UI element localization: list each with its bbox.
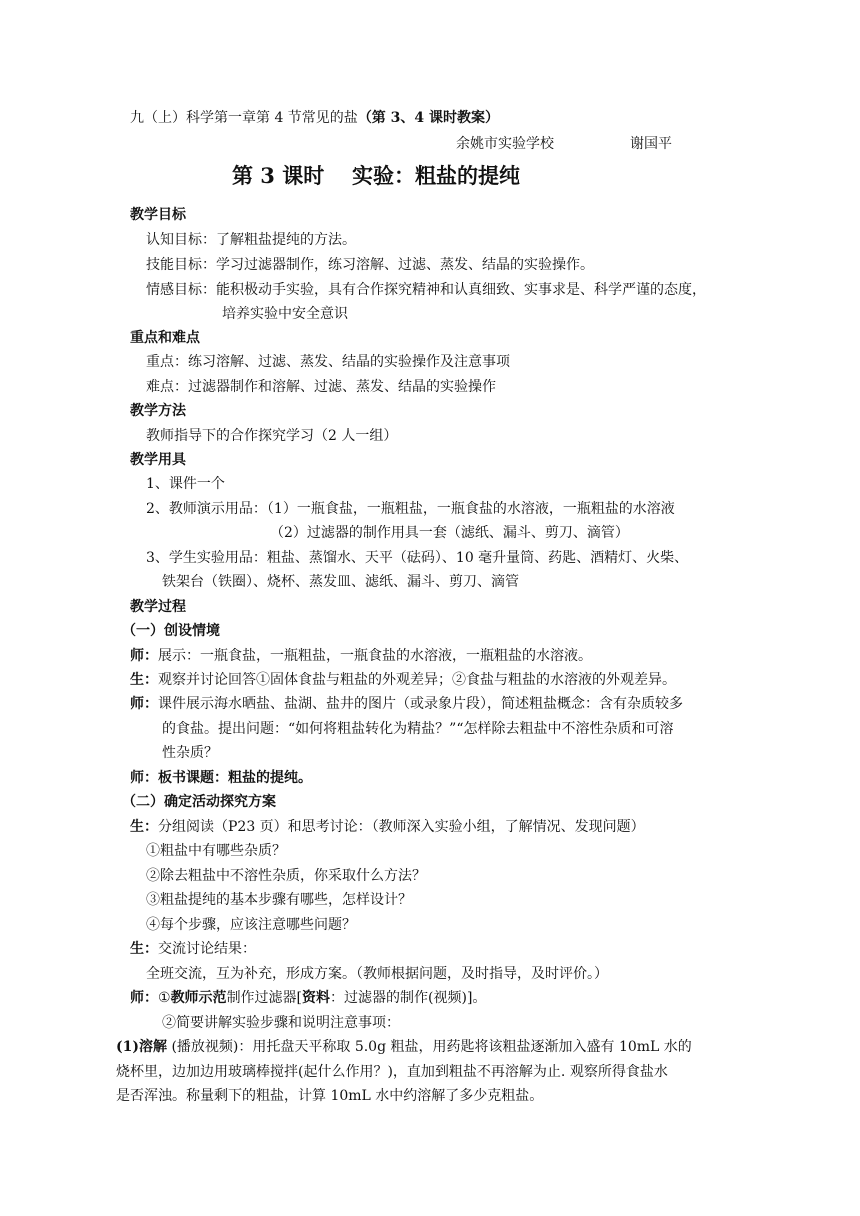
step-1-text-cont: 是否浑浊。称量剩下的粗盐，计算 10mL 水中约溶解了多少克粗盐。 bbox=[116, 1088, 544, 1104]
tools-heading: 教学用具 bbox=[130, 452, 186, 468]
discussion-detail: 全班交流，互为补充，形成方案。（教师根据问题，及时指导，及时评价。） bbox=[146, 966, 608, 982]
resource-label: 资料 bbox=[302, 990, 331, 1006]
teacher-line bbox=[130, 766, 312, 790]
question-1: ①粗盐中有哪些杂质？ bbox=[146, 843, 286, 859]
student-label: 生： bbox=[130, 672, 158, 688]
teacher-text: ：过滤器的制作(视频)]。 bbox=[330, 990, 487, 1006]
course-header bbox=[130, 106, 499, 130]
difficult-point: 难点：过滤器制作和溶解、过滤、蒸发、结晶的实验操作 bbox=[146, 379, 496, 395]
tools-item-3: 3、学生实验用品：粗盐、蒸馏水、天平（砝码）、10 毫升量筒、药匙、酒精灯、火柴、 bbox=[146, 550, 689, 566]
teacher-label: 师： bbox=[130, 990, 158, 1006]
student-text-bold: 分组阅读（P23 页）和思考讨论： bbox=[158, 819, 372, 835]
student-text: 交流讨论结果： bbox=[158, 941, 256, 957]
section-1-title: （一）创设情境 bbox=[122, 623, 220, 639]
student-line bbox=[130, 937, 256, 961]
teacher-text-cont: 的食盐。提出问题：“如何将粗盐转化为精盐？”“怎样除去粗盐中不溶性杂质和可溶 bbox=[162, 721, 674, 737]
student-line bbox=[130, 668, 676, 692]
teacher-label: 师： bbox=[130, 696, 158, 712]
school-name: 余姚市实验学校 bbox=[456, 136, 554, 152]
student-line bbox=[130, 815, 645, 839]
teacher-text-cont: 性杂质？ bbox=[162, 745, 218, 761]
teacher-step-note: ②简要讲解实验步骤和说明注意事项： bbox=[162, 1015, 400, 1031]
teacher-label: 师： bbox=[130, 770, 158, 786]
method-text: 教师指导下的合作探究学习（2 人一组） bbox=[146, 428, 398, 444]
tools-item-2-cont: （2）过滤器的制作用具一套（滤纸、漏斗、剪刀、滴管） bbox=[270, 525, 629, 541]
objective-skill: 技能目标：学习过滤器制作，练习溶解、过滤、蒸发、结晶的实验操作。 bbox=[146, 257, 594, 273]
lesson-period: 第 3 课时 bbox=[232, 163, 325, 188]
key-point: 重点：练习溶解、过滤、蒸发、结晶的实验操作及注意事项 bbox=[146, 354, 510, 370]
section-2-title: （二）确定活动探究方案 bbox=[122, 794, 276, 810]
step-1-text-cont: 烧杯里，边加边用玻璃棒搅拌(起什么作用？)，直加到粗盐不再溶解为止. 观察所得食盐水 bbox=[116, 1064, 668, 1080]
course-prefix: 九（上）科学第一章第 4 节常见的盐 bbox=[130, 110, 358, 126]
teacher-text: 板书课题：粗盐的提纯。 bbox=[158, 770, 312, 786]
teacher-label: 师： bbox=[130, 648, 158, 664]
student-label: 生： bbox=[130, 941, 158, 957]
teacher-text: ① bbox=[158, 990, 171, 1006]
student-label: 生： bbox=[130, 819, 158, 835]
student-text: （教师深入实验小组，了解情况、发现问题） bbox=[371, 819, 645, 835]
question-4: ④每个步骤，应该注意哪些问题？ bbox=[146, 917, 356, 933]
teacher-line bbox=[130, 644, 592, 668]
author-name: 谢国平 bbox=[630, 136, 672, 152]
tools-item-3-cont: 铁架台（铁圈）、烧杯、蒸发皿、滤纸、漏斗、剪刀、滴管 bbox=[162, 574, 519, 590]
step-1-line bbox=[116, 1035, 692, 1059]
step-1-label: (1)溶解 bbox=[116, 1039, 167, 1055]
objective-emotion: 情感目标：能积极动手实验，具有合作探究精神和认真细致、实事求是、科学严谨的态度， bbox=[146, 282, 706, 298]
keypoints-heading: 重点和难点 bbox=[130, 330, 200, 346]
teacher-text: 制作过滤器[ bbox=[226, 990, 303, 1006]
teacher-text: 展示：一瓶食盐，一瓶粗盐，一瓶食盐的水溶液，一瓶粗盐的水溶液。 bbox=[158, 648, 592, 664]
tools-item-1: 1、课件一个 bbox=[146, 476, 225, 492]
step-1-text: (播放视频)：用托盘天平称取 5.0g 粗盐，用药匙将该粗盐逐渐加入盛有 10mL 水的 bbox=[167, 1039, 692, 1055]
teacher-demo-label: 教师示范 bbox=[170, 990, 227, 1006]
objective-emotion-cont: 培养实验中安全意识 bbox=[222, 306, 348, 322]
teacher-text: 课件展示海水晒盐、盐湖、盐井的图片（或录象片段），简述粗盐概念：含有杂质较多 bbox=[158, 696, 683, 712]
question-2: ②除去粗盐中不溶性杂质，你采取什么方法？ bbox=[146, 868, 426, 884]
question-3: ③粗盐提纯的基本步骤有哪些，怎样设计？ bbox=[146, 892, 412, 908]
objective-cognitive: 认知目标：了解粗盐提纯的方法。 bbox=[146, 232, 356, 248]
lesson-topic: 实验：粗盐的提纯 bbox=[352, 163, 520, 188]
process-heading: 教学过程 bbox=[130, 599, 186, 615]
tools-item-2: 2、教师演示用品：（1）一瓶食盐，一瓶粗盐，一瓶食盐的水溶液，一瓶粗盐的水溶液 bbox=[146, 501, 675, 517]
teacher-line bbox=[130, 692, 683, 716]
teacher-line bbox=[130, 986, 486, 1010]
objectives-heading: 教学目标 bbox=[130, 207, 186, 223]
student-text: 观察并讨论回答①固体食盐与粗盐的外观差异；②食盐与粗盐的水溶液的外观差异。 bbox=[158, 672, 676, 688]
method-heading: 教学方法 bbox=[130, 403, 186, 419]
course-suffix: （第 3、4 课时教案） bbox=[357, 110, 500, 126]
